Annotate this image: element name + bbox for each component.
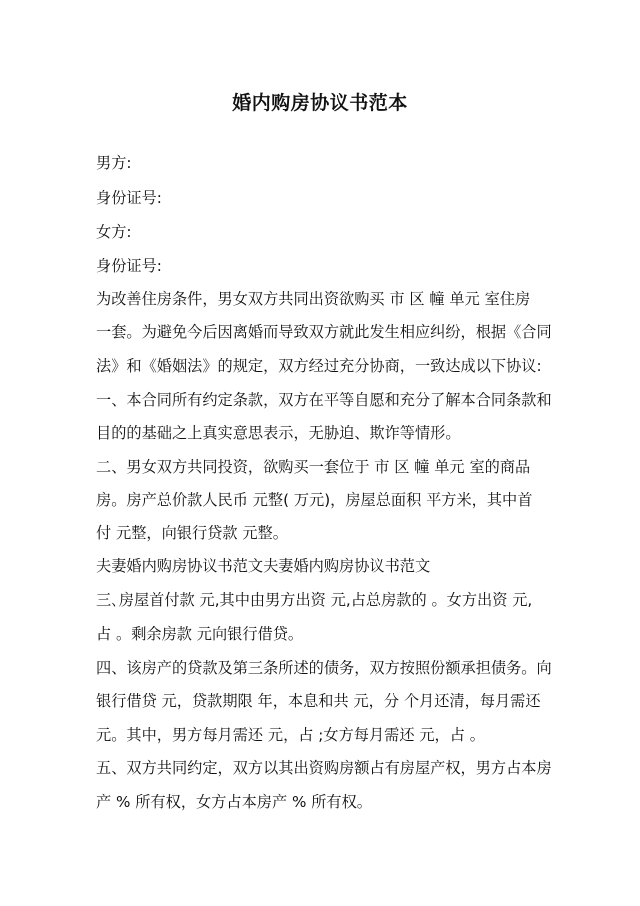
paragraph-line: 五、双方共同约定，双方以其出资购房额占有房屋产权，男方占本房 bbox=[96, 759, 552, 777]
paragraph-line: 付 元整，向银行贷款 元整。 bbox=[96, 524, 288, 542]
paragraph-line: 产 % 所有权，女方占本房产 % 所有权。 bbox=[96, 793, 372, 811]
paragraph-line: 四、该房产的贷款及第三条所述的债务，双方按照份额承担债务。向 bbox=[96, 659, 552, 677]
document-title: 婚内购房协议书范本 bbox=[232, 92, 408, 114]
paragraph-line: 房。房产总价款人民币 元整( 万元)，房屋总面积 平方米，其中首 bbox=[96, 491, 533, 509]
male-party-label: 男方: bbox=[96, 154, 132, 172]
female-party-label: 女方: bbox=[96, 223, 132, 241]
paragraph-line: 为改善住房条件，男女双方共同出资欲购买 市 区 幢 单元 室住房 bbox=[96, 290, 531, 308]
male-id-label: 身份证号: bbox=[96, 189, 162, 207]
paragraph-line: 元。其中，男方每月需还 元，占 ;女方每月需还 元，占 。 bbox=[96, 726, 485, 744]
paragraph-line: 二、男女双方共同投资，欲购买一套位于 市 区 幢 单元 室的商品 bbox=[96, 458, 531, 476]
paragraph-line: 夫妻婚内购房协议书范文夫妻婚内购房协议书范文 bbox=[96, 557, 431, 575]
paragraph-line: 占 。剩余房款 元向银行借贷。 bbox=[96, 625, 304, 643]
paragraph-line: 法》和《婚姻法》的规定，双方经过充分协商，一致达成以下协议: bbox=[96, 357, 542, 375]
paragraph-line: 一、本合同所有约定条款，双方在平等自愿和充分了解本合同条款和 bbox=[96, 391, 552, 409]
paragraph-line: 目的的基础之上真实意思表示，无胁迫、欺诈等情形。 bbox=[96, 424, 461, 442]
paragraph-line: 三､房屋首付款 元,其中由男方出资 元,占总房款的 。女方出资 元, bbox=[96, 591, 533, 609]
paragraph-line: 一套。为避免今后因离婚而导致双方就此发生相应纠纷，根据《合同 bbox=[96, 323, 552, 341]
paragraph-line: 银行借贷 元，贷款期限 年，本息和共 元，分 个月还清，每月需还 bbox=[96, 692, 541, 710]
female-id-label: 身份证号: bbox=[96, 257, 162, 275]
